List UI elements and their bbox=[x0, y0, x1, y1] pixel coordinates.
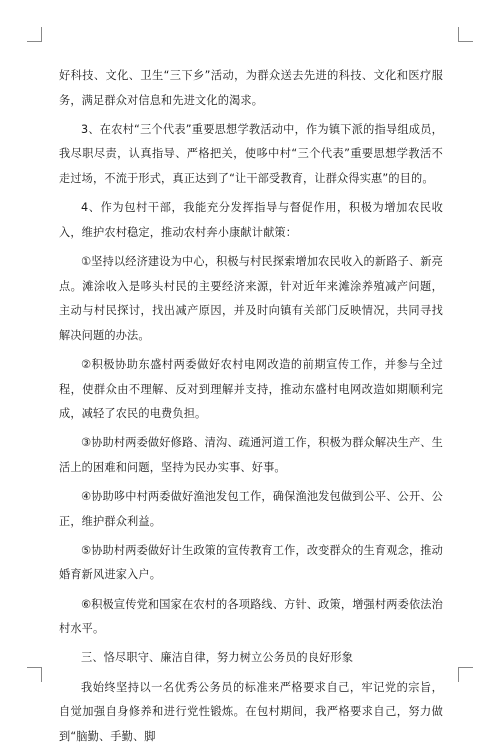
paragraph-subitem-1: ①坚持以经济建设为中心，积极与村民探索增加农民收入的新路子、新亮点。滩涂收入是哆头村民的主要经济来源，针对近年来滩涂养殖减产问题，主动与村民探讨，找出减产原因，并及时向镇有关部门反映情况，共同寻找解决问题的办法。 bbox=[59, 254, 443, 342]
section-heading-3: 三、恪尽职守、廉洁自律，努力树立公务员的良好形象 bbox=[81, 651, 354, 665]
paragraph-section-3-body: 我始终坚持以一名优秀公务员的标准来严格要求自己，牢记党的宗旨，自觉加强自身修养和进行党性锻炼。在包村期间，我严格要求自己，努力做到“脑勤、手勤、脚 bbox=[59, 680, 443, 743]
paragraph-subitem-3: ③协助村两委做好修路、清沟、疏通河道工作，积极为群众解决生产、生活上的困难和问题，坚持为民办实事、好事。 bbox=[59, 436, 443, 474]
paragraph-continuation: 好科技、文化、卫生“三下乡”活动，为群众送去先进的科技、文化和医疗服务，满足群众对信息和先进文化的渴求。 bbox=[59, 69, 443, 107]
paragraph-item-4: 4、作为包村干部，我能充分发挥指导与督促作用，积极为增加农民收入，维护农村稳定，推动农村奔小康献计献策： bbox=[59, 201, 443, 239]
crop-mark-top-right bbox=[458, 27, 473, 42]
paragraph-subitem-2: ②积极协助东盛村两委做好农村电网改造的前期宣传工作，并参与全过程，使群众由不理解、反对到理解并支持，推动东盛村电网改造如期顺利完成，减轻了农民的电费负担。 bbox=[59, 357, 443, 421]
crop-mark-bottom-left bbox=[27, 667, 42, 682]
paragraph-item-3: 3、在农村“三个代表”重要思想学教活动中，作为镇下派的指导组成员，我尽职尽责，认真指导、严格把关，使哆中村“三个代表”重要思想学教活不走过场，不流于形式，真正达到了“让干部受教育，让群众得实惠”的目的。 bbox=[59, 122, 443, 185]
crop-mark-bottom-right bbox=[458, 667, 473, 682]
paragraph-subitem-5: ⑤协助村两委做好计生政策的宣传教育工作，改变群众的生育观念，推动婚育新风进家入户。 bbox=[59, 543, 443, 582]
paragraph-subitem-6: ⑥积极宣传党和国家在农村的各项路线、方针、政策，增强村两委依法治村水平。 bbox=[59, 597, 443, 636]
document-body bbox=[59, 64, 443, 754]
crop-mark-top-left bbox=[27, 27, 42, 42]
paragraph-subitem-4: ④协助哆中村两委做好渔池发包工作，确保渔池发包做到公平、公开、公正，维护群众利益。 bbox=[59, 490, 443, 528]
